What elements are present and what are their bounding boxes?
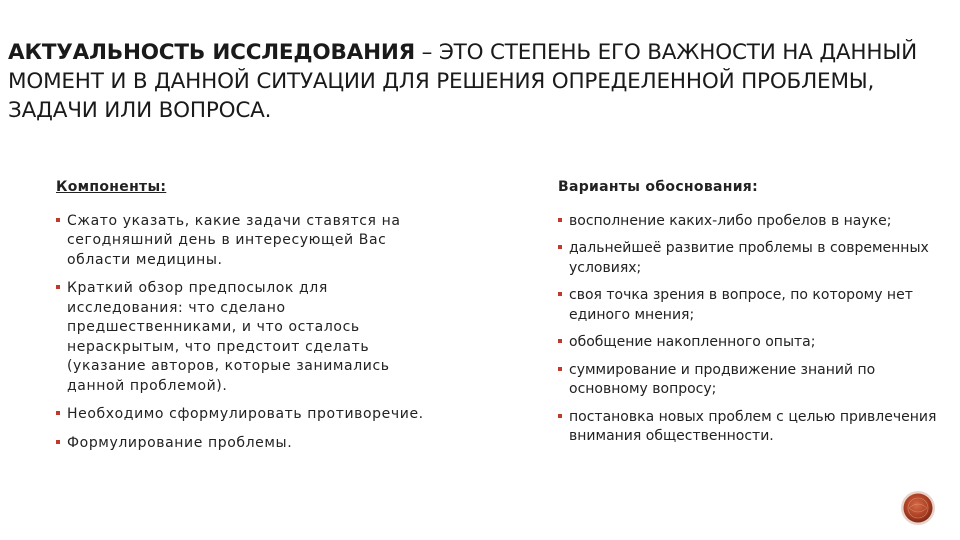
slide-title — [8, 38, 948, 125]
list-item — [558, 286, 940, 325]
bullet-icon — [558, 339, 562, 343]
list-item — [56, 434, 428, 454]
list-item — [56, 279, 428, 396]
components-heading: Компоненты: — [56, 179, 167, 195]
list-item-text: обобщение накопленного опыта; — [569, 334, 816, 350]
components-column — [56, 178, 428, 462]
justification-heading: Варианты обоснования: — [558, 179, 758, 195]
bullet-icon — [56, 285, 60, 289]
bullet-icon — [558, 367, 562, 371]
bullet-icon — [558, 414, 562, 418]
justification-column — [558, 178, 940, 455]
list-item-text: Необходимо сформулировать противоречие. — [67, 406, 424, 422]
list-item — [558, 212, 940, 232]
list-item — [56, 405, 428, 425]
bullet-icon — [56, 440, 60, 444]
list-item — [56, 212, 428, 271]
components-list — [56, 212, 428, 454]
bullet-icon — [558, 218, 562, 222]
list-item-text: своя точка зрения в вопросе, по которому нет единого мнения; — [569, 287, 913, 323]
justification-list — [558, 212, 940, 447]
list-item-text: постановка новых проблем с целью привлечения внимания общественности. — [569, 408, 937, 444]
bullet-icon — [558, 245, 562, 249]
title-bold-part: АКТУАЛЬНОСТЬ ИССЛЕДОВАНИЯ — [8, 40, 416, 65]
list-item — [558, 239, 940, 278]
list-item-text: Краткий обзор предпосылок для исследования: что сделано предшественниками, и что осталось нераскрытым, что предстоит сделать (указание авторов, которые занимались данной проблемой). — [67, 280, 390, 394]
bullet-icon — [56, 411, 60, 415]
list-item — [558, 333, 940, 353]
list-item — [558, 408, 940, 447]
list-item-text: дальнейшеё развитие проблемы в современных условиях; — [569, 240, 929, 276]
decorative-circle-icon — [900, 490, 936, 526]
list-item-text: восполнение каких-либо пробелов в науке; — [569, 212, 892, 229]
list-item-text: суммирование и продвижение знаний по основному вопросу; — [569, 361, 876, 397]
bullet-icon — [558, 292, 562, 296]
list-item-text: Формулирование проблемы. — [67, 434, 293, 451]
bullet-icon — [56, 218, 60, 222]
list-item-text: Сжато указать, какие задачи ставятся на сегодняшний день в интересующей Вас области медицины. — [67, 212, 401, 268]
list-item — [558, 361, 940, 400]
title-rest-part: – ЭТО СТЕПЕНЬ ЕГО ВАЖНОСТИ НА ДАННЫЙ МОМЕНТ И В ДАННОЙ СИТУАЦИИ ДЛЯ РЕШЕНИЯ ОПРЕДЕЛЕННОЙ ПРОБЛЕМЫ, ЗАДАЧИ ИЛИ ВОПРОСА. — [8, 40, 918, 123]
